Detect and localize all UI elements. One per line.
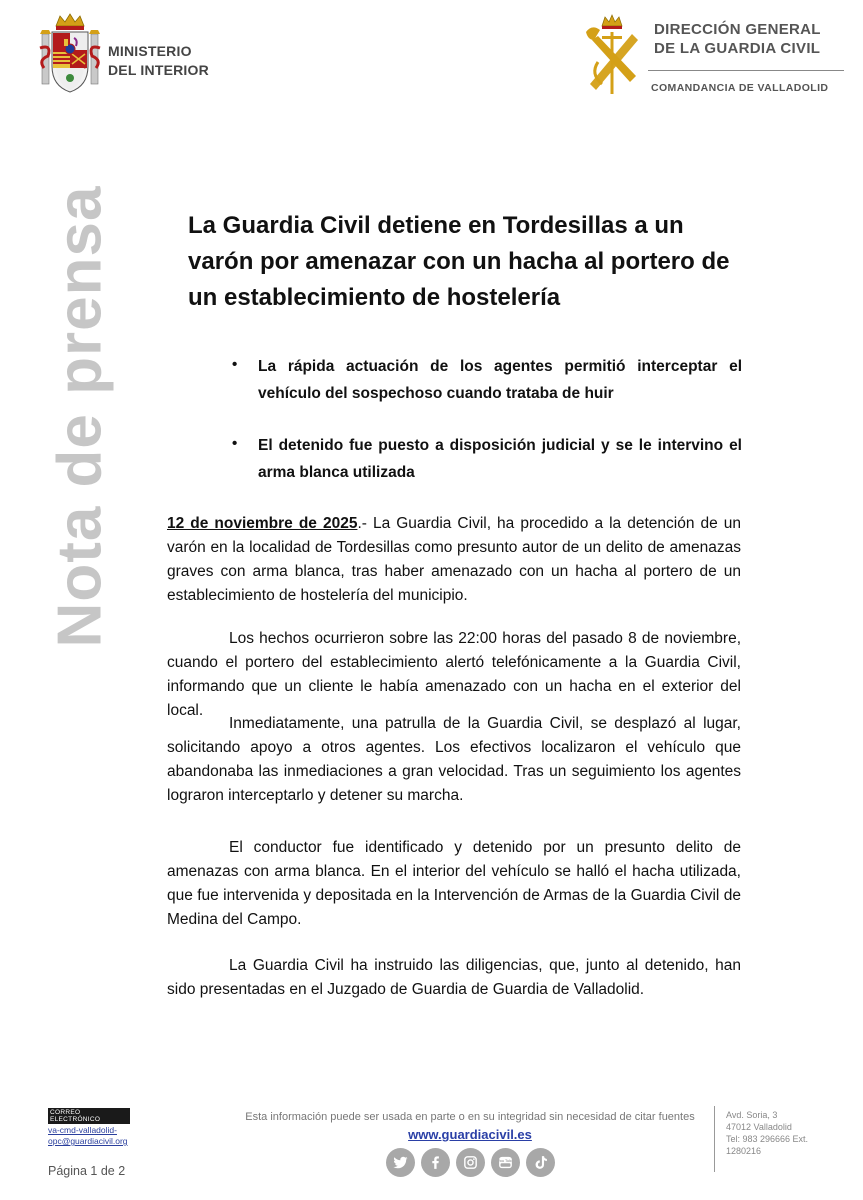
twitter-icon[interactable] [386, 1148, 415, 1177]
body-paragraph: La Guardia Civil ha instruido las diligencias, que, junto al detenido, han sido presentadas en el Juzgado de Guardia de Guardia de Valladolid. [167, 957, 741, 998]
header-divider [648, 70, 844, 71]
paragraph-text: .- La Guardia Civil, ha procedido a la detención de un varón en la localidad de Tordesillas como presunto autor de un delito de amenazas graves con arma blanca, tras haber amenazado con un hacha al portero de un establecimiento de hostelería del municipio. [167, 515, 741, 604]
page-number: Página 1 de 2 [48, 1164, 126, 1178]
phone-ext: 1280216 [726, 1146, 762, 1156]
usage-note: Esta información puede ser usada en parte o en su integridad sin necesidad de citar fuentes [245, 1111, 695, 1123]
side-label [40, 185, 120, 647]
body-paragraph: El conductor fue identificado y detenido por un presunto delito de amenazas con arma blanca. En el interior del vehículo se halló el hacha utilizada, que fue intervenida y depositada en la Intervención de Armas de la Guardia Civil de Medina del Campo. [167, 839, 741, 928]
bullet-item: El detenido fue puesto a disposición judicial y se le intervino el arma blanca utilizada [258, 437, 742, 481]
side-label-text: Nota de prensa [45, 185, 115, 647]
bullet-dot: • [232, 435, 238, 452]
body-paragraph [167, 512, 741, 608]
instagram-icon[interactable] [456, 1148, 485, 1177]
facebook-icon[interactable] [421, 1148, 450, 1177]
website-link[interactable]: www.guardiacivil.es [408, 1127, 532, 1142]
email-box [48, 1108, 130, 1147]
youtube-text: You Tube [497, 1158, 514, 1163]
guardia-civil-emblem-icon [584, 14, 640, 98]
body-paragraph: Los hechos ocurrieron sobre las 22:00 horas del pasado 8 de noviembre, cuando el portero del establecimiento alertó telefónicamente a la Guardia Civil, informando que un cliente le había amenazado con un hacha en el exterior del local. [167, 630, 741, 719]
ministry-name-line2: DEL INTERIOR [108, 62, 209, 78]
ministry-name [108, 42, 209, 80]
bullet-dot: • [232, 356, 238, 373]
body-paragraph: Inmediatamente, una patrulla de la Guardia Civil, se desplazó al lugar, solicitando apoyo a otros agentes. Los efectivos localizaron el vehículo que abandonaba las inmediaciones a gran velocidad. Tras un seguimiento los agentes lograron interceptarlo y detener su marcha. [167, 715, 741, 804]
youtube-icon[interactable] [491, 1148, 520, 1177]
address-line: Avd. Soria, 3 [726, 1110, 778, 1120]
address-block [726, 1109, 808, 1157]
headline: La Guardia Civil detiene en Tordesillas a un varón por amenazar con un hacha al portero de un establecimiento de hostelería [188, 212, 730, 311]
gc-title-line2: DE LA GUARDIA CIVIL [654, 40, 821, 57]
email-link[interactable]: va-cmd-valladolid-opc@guardiacivil.org [48, 1125, 128, 1146]
spain-coat-of-arms-icon [38, 12, 102, 98]
social-icons [386, 1148, 555, 1180]
phone-line: Tel: 983 296666 Ext. [726, 1134, 809, 1144]
email-title: CORREO ELECTRÓNICO [48, 1108, 130, 1124]
address-line: 47012 Valladolid [726, 1122, 792, 1132]
tiktok-icon[interactable] [526, 1148, 555, 1177]
gc-title [654, 20, 821, 58]
gc-title-line1: DIRECCIÓN GENERAL [654, 21, 821, 38]
comandancia-name: COMANDANCIA DE VALLADOLID [651, 82, 829, 94]
address-divider [714, 1106, 715, 1172]
press-date: 12 de noviembre de 2025 [167, 515, 358, 532]
ministry-name-line1: MINISTERIO [108, 43, 192, 59]
bullet-item: La rápida actuación de los agentes permitió interceptar el vehículo del sospechoso cuando trataba de huir [258, 358, 742, 402]
